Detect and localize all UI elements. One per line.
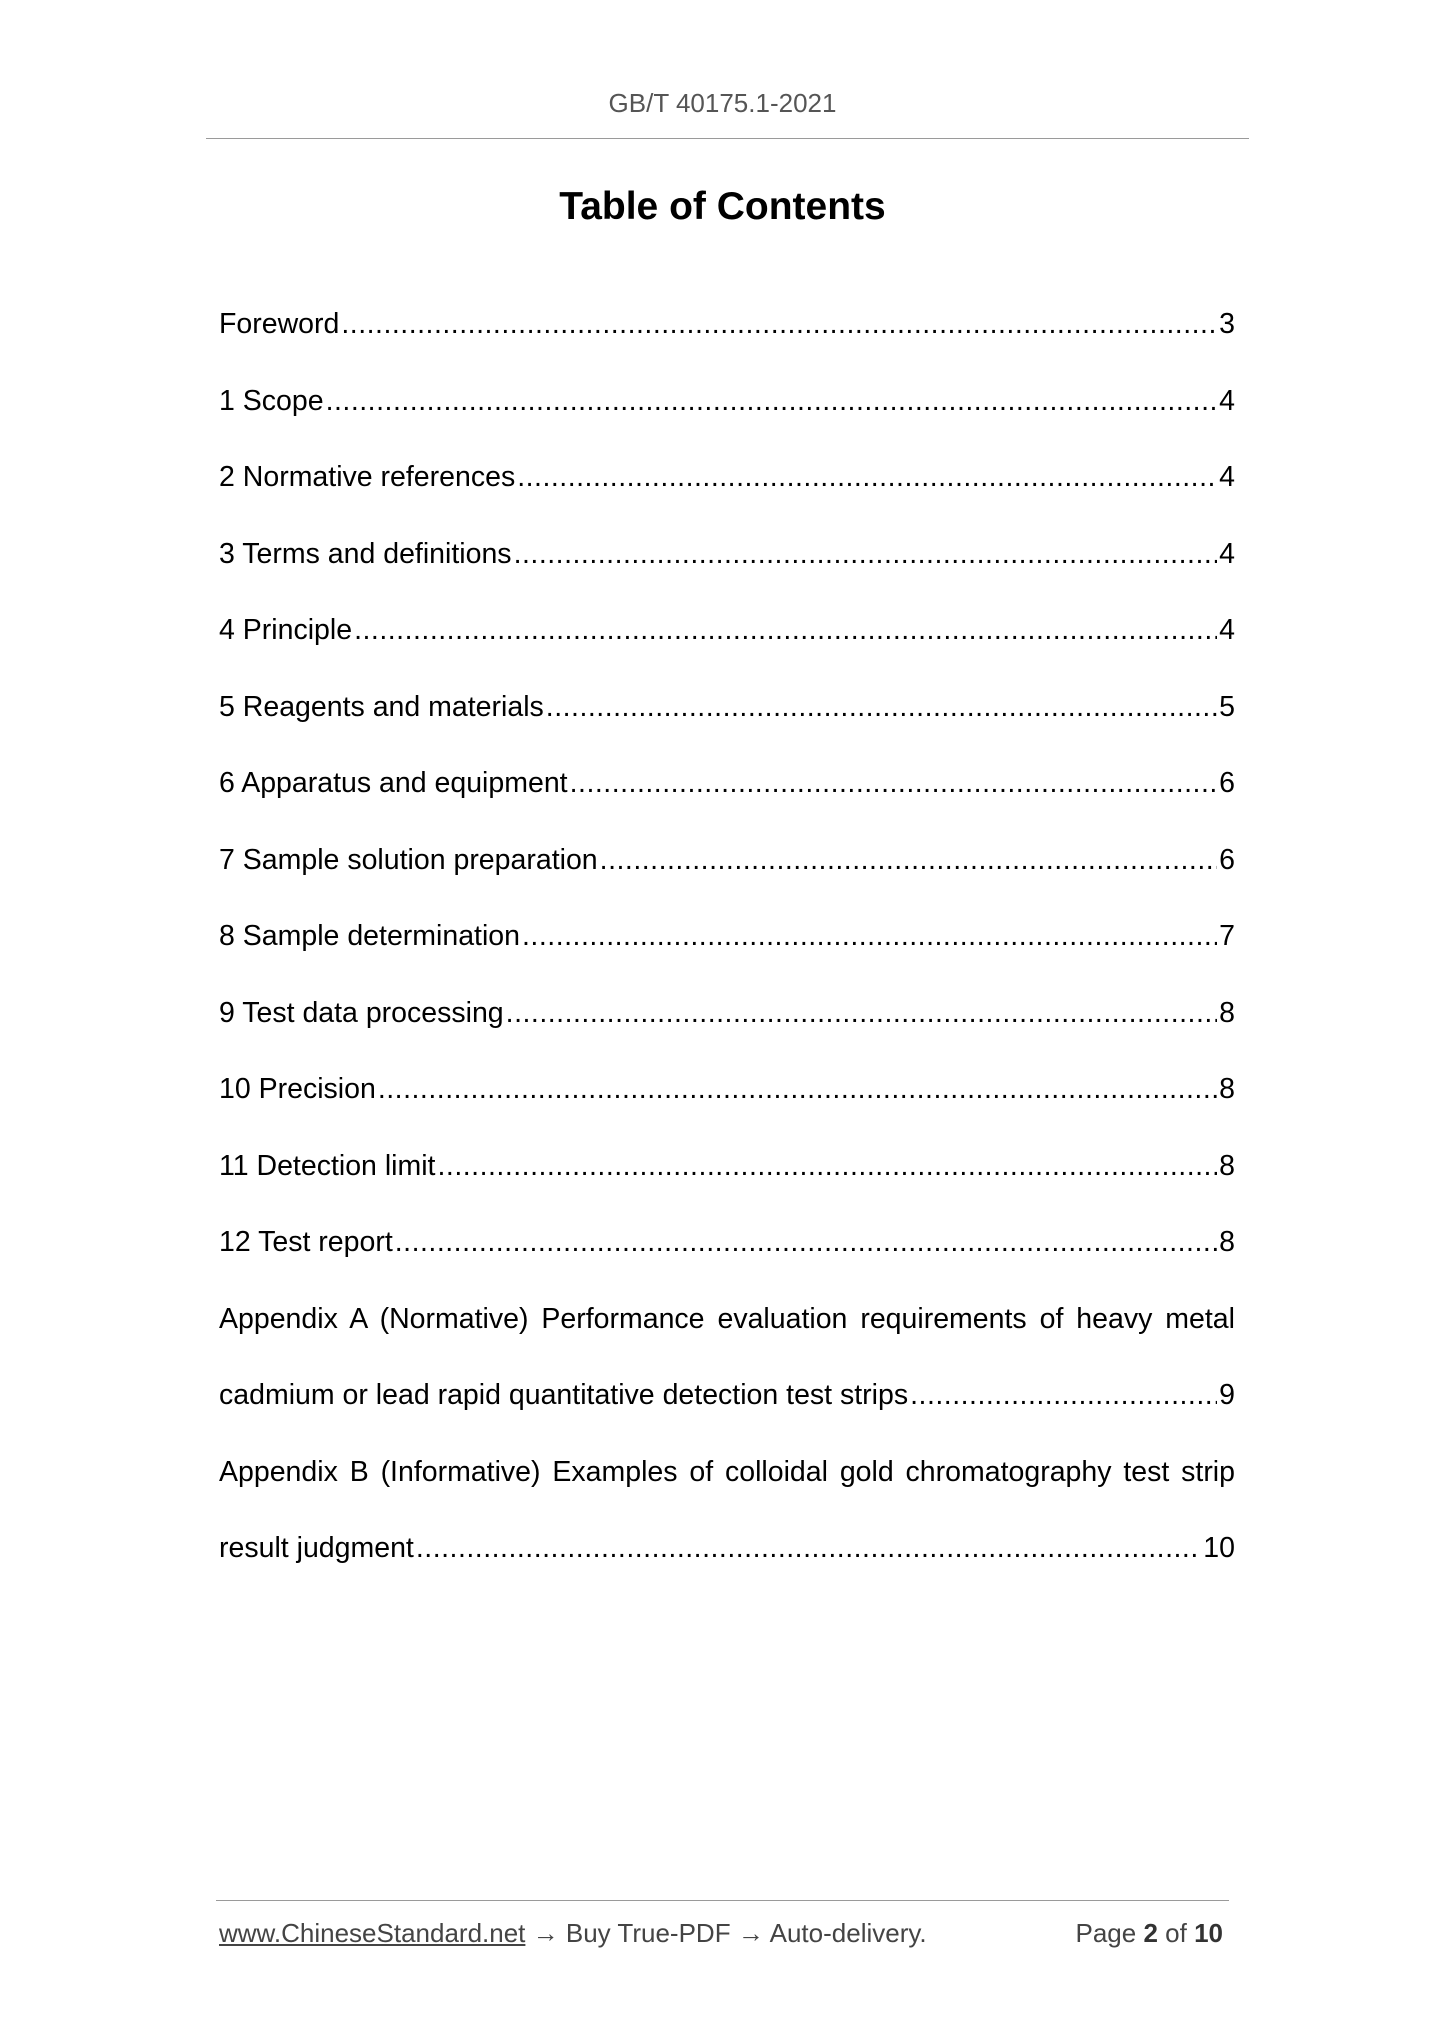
website-link[interactable]: www.ChineseStandard.net [219,1918,526,1948]
toc-entry-label: Foreword [219,308,340,340]
toc-entry-label: 12 Test report [219,1226,393,1258]
toc-leader-dots [506,989,1217,1037]
toc-leader-dots [341,300,1217,348]
total-page-count: 10 [1194,1918,1223,1948]
toc-entry-scope[interactable] [219,377,1235,454]
toc-entry-page: 4 [1219,384,1235,417]
toc-entry-page: 10 [1203,1532,1235,1564]
toc-entry-label: 9 Test data processing [219,996,504,1029]
toc-entry-principle[interactable] [219,606,1235,683]
toc-entry-continuation [219,1524,1235,1601]
toc-entry-label: 7 Sample solution preparation [219,843,598,876]
toc-entry-label: 3 Terms and definitions [219,537,512,570]
toc-entry-reagents-and-materials[interactable] [219,683,1235,760]
toc-entry-label: 2 Normative references [219,461,516,493]
toc-entry-page: 6 [1219,843,1235,876]
toc-leader-dots [395,1218,1217,1266]
toc-leader-dots [416,1524,1201,1572]
toc-leader-dots [514,530,1218,578]
toc-entry-continuation [219,1371,1235,1448]
toc-leader-dots [437,1142,1217,1190]
toc-entry-label-line2: cadmium or lead rapid quantitative detection test strips [219,1379,909,1411]
toc-entry-detection-limit[interactable] [219,1142,1235,1219]
toc-entry-precision[interactable] [219,1065,1235,1142]
buy-true-pdf-text: Buy True-PDF [565,1918,731,1948]
standard-code-header: GB/T 40175.1-2021 [608,88,837,118]
toc-entry-page: 4 [1219,614,1235,646]
arrow-right-icon: → [737,1918,764,1948]
toc-entry-terms-and-definitions[interactable] [219,530,1235,607]
toc-entry-label-line1: Appendix A (Normative) Performance evaluation requirements of heavy metal [219,1302,1235,1335]
toc-entry-label: 5 Reagents and materials [219,690,544,723]
toc-entry-apparatus-and-equipment[interactable] [219,759,1235,836]
page-indicator [1075,1918,1223,1949]
toc-leader-dots [378,1065,1217,1113]
header-divider [206,138,1249,139]
toc-entry-label-line2: result judgment [219,1532,414,1564]
toc-entry-page: 8 [1219,1073,1235,1105]
page-footer [219,1918,1229,1949]
toc-entry-label-line1: Appendix B (Informative) Examples of colloidal gold chromatography test strip [219,1455,1235,1488]
toc-entry-label: 4 Principle [219,614,353,646]
toc-leader-dots [326,377,1218,425]
toc-entry-page: 8 [1219,1226,1235,1258]
toc-leader-dots [517,453,1217,501]
arrow-right-icon: → [532,1918,559,1948]
toc-entry-page: 4 [1219,461,1235,493]
toc-leader-dots [354,606,1217,654]
footer-divider [216,1900,1229,1901]
toc-entry-sample-determination[interactable] [219,912,1235,989]
toc-entry-page: 8 [1219,1149,1235,1182]
toc-entry-page: 7 [1219,920,1235,952]
toc-entry-appendix-a[interactable] [219,1295,1235,1448]
toc-entry-label: 1 Scope [219,384,324,417]
toc-entry-page: 8 [1219,996,1235,1029]
toc-leader-dots [522,912,1217,960]
toc-leader-dots [570,759,1218,807]
toc-entry-page: 3 [1219,308,1235,340]
page-title: Table of Contents [559,185,886,228]
toc-entry-page: 4 [1219,537,1235,570]
toc-entry-label: 8 Sample determination [219,920,521,952]
toc-leader-dots [546,683,1217,731]
toc-entry-page: 5 [1219,690,1235,723]
auto-delivery-text: Auto-delivery. [769,1918,927,1948]
toc-entry-normative-references[interactable] [219,453,1235,530]
toc-entry-sample-solution-preparation[interactable] [219,836,1235,913]
toc-entry-test-data-processing[interactable] [219,989,1235,1066]
current-page-number: 2 [1143,1918,1158,1948]
toc-entry-page: 6 [1219,767,1235,799]
toc-leader-dots [600,836,1217,884]
toc-entry-page: 9 [1219,1379,1235,1411]
toc-entry-test-report[interactable] [219,1218,1235,1295]
toc-entry-foreword[interactable] [219,300,1235,377]
toc-entry-label: 10 Precision [219,1073,376,1105]
toc-entry-label: 11 Detection limit [219,1149,436,1182]
toc-entry-appendix-b[interactable] [219,1448,1235,1601]
of-word: of [1165,1918,1187,1948]
table-of-contents [219,300,1235,1601]
toc-entry-label: 6 Apparatus and equipment [219,767,568,799]
toc-leader-dots [910,1371,1217,1419]
page-word: Page [1075,1918,1137,1948]
